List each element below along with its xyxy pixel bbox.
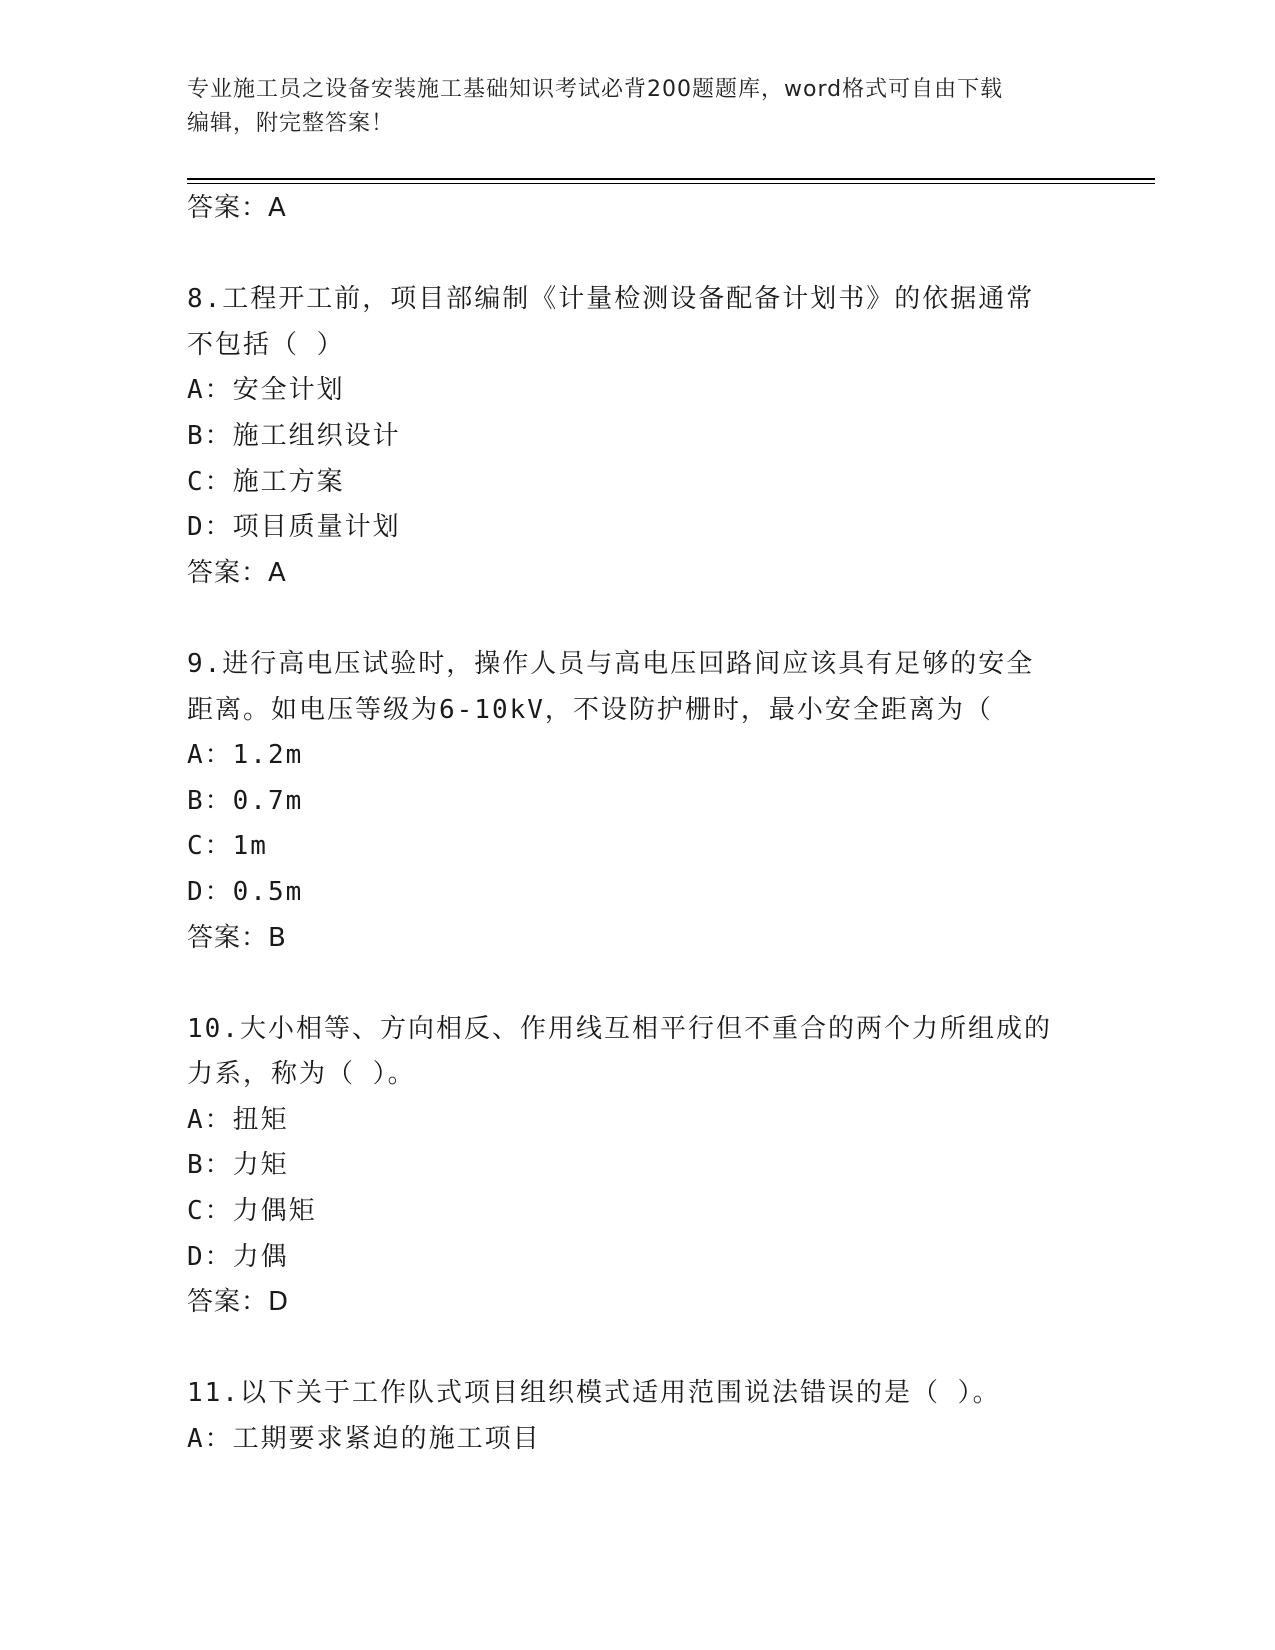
option-a: A：安全计划 [187, 375, 345, 406]
header-title-line-1: 专业施工员之设备安装施工基础知识考试必背200题题库，word格式可自由下载 [187, 77, 1004, 102]
document-header [187, 73, 1087, 141]
option-a: A：1.2m [187, 740, 304, 771]
option-d: D：0.5m [187, 876, 304, 907]
header-rule-thick [187, 178, 1155, 180]
answer: 答案：A [187, 557, 287, 588]
option-d: D：力偶 [187, 1241, 289, 1272]
question-stem: 11.以下关于工作队式项目组织模式适用范围说法错误的是（ ）。 [187, 1378, 1001, 1409]
option-b: B：施工组织设计 [187, 420, 401, 451]
question-9 [187, 642, 1147, 961]
option-b: B：力矩 [187, 1150, 289, 1181]
spacer [187, 1326, 1147, 1372]
option-c: C：力偶矩 [187, 1196, 317, 1227]
question-stem: 力系，称为（ ）。 [187, 1059, 416, 1090]
option-b: B：0.7m [187, 785, 304, 816]
option-c: C：1m [187, 831, 268, 862]
question-stem: 8.工程开工前，项目部编制《计量检测设备配备计划书》的依据通常 [187, 284, 1035, 315]
question-stem: 10.大小相等、方向相反、作用线互相平行但不重合的两个力所组成的 [187, 1013, 1052, 1044]
question-stem: 不包括（ ） [187, 329, 345, 360]
header-title-line-2: 编辑，附完整答案！ [187, 111, 395, 136]
option-d: D：项目质量计划 [187, 512, 401, 543]
option-a: A：工期要求紧迫的施工项目 [187, 1424, 541, 1455]
question-list [187, 186, 1147, 1463]
question-10 [187, 1007, 1147, 1326]
question-stem: 距离。如电压等级为6-10kV，不设防护栅时，最小安全距离为（ [187, 694, 993, 725]
option-c: C：施工方案 [187, 466, 345, 497]
previous-answer: 答案：A [187, 193, 287, 223]
spacer [187, 961, 1147, 1007]
option-a: A：扭矩 [187, 1104, 289, 1135]
spacer [187, 232, 1147, 278]
answer: 答案：B [187, 922, 287, 953]
question-11 [187, 1371, 1147, 1462]
question-8 [187, 277, 1147, 596]
spacer [187, 596, 1147, 642]
answer: 答案：D [187, 1287, 290, 1318]
header-rule-thin [187, 183, 1155, 184]
question-stem: 9.进行高电压试验时，操作人员与高电压回路间应该具有足够的安全 [187, 648, 1035, 679]
